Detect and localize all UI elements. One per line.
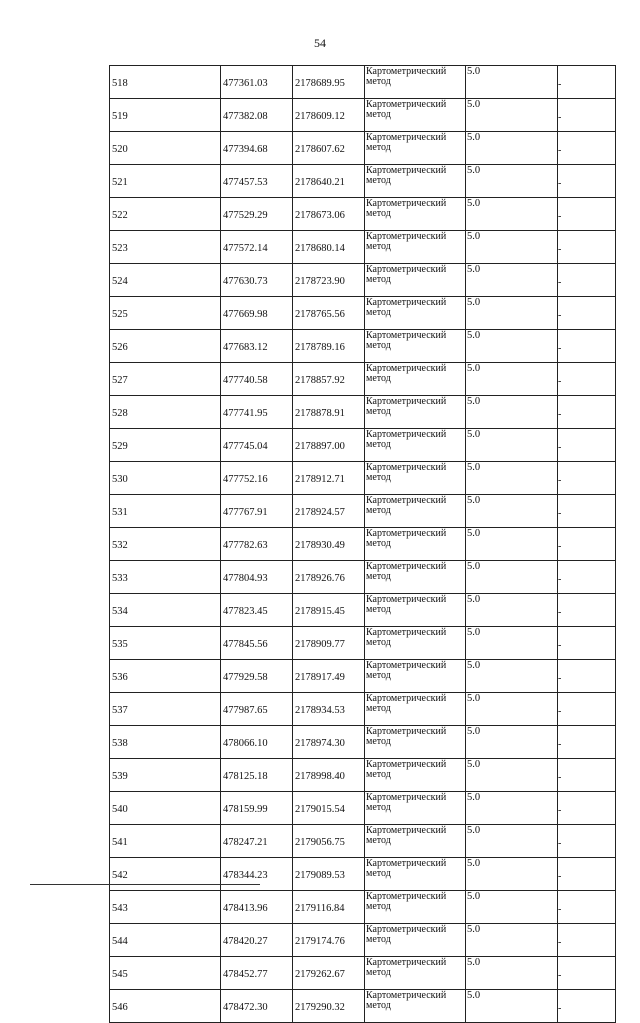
y-coordinate-cell: 2178934.53 [293,693,365,726]
method-line-1: Картометрический [366,330,447,341]
y-coordinate-cell: 2178974.30 [293,726,365,759]
method-line-1: Картометрический [366,132,447,143]
method-line-1: Картометрический [366,627,447,638]
table-row [110,66,616,99]
y-coordinate-cell: 2179116.84 [293,891,365,924]
method-cell [365,924,466,957]
y-coordinate-cell: 2178680.14 [293,231,365,264]
table-row [110,264,616,297]
y-coordinate-cell: 2178609.12 [293,99,365,132]
accuracy-cell: 5.0 [466,726,558,759]
table-row [110,99,616,132]
description-cell: - [558,66,616,99]
accuracy-cell: 5.0 [466,462,558,495]
x-coordinate-cell: 477745.04 [221,429,293,462]
y-coordinate-cell: 2178926.76 [293,561,365,594]
description-cell: - [558,660,616,693]
point-number-cell: 530 [110,462,221,495]
x-coordinate-cell: 477845.56 [221,627,293,660]
x-coordinate-cell: 478452.77 [221,957,293,990]
point-number-cell: 546 [110,990,221,1023]
x-coordinate-cell: 478066.10 [221,726,293,759]
x-coordinate-cell: 478247.21 [221,825,293,858]
accuracy-cell: 5.0 [466,528,558,561]
point-number-cell: 533 [110,561,221,594]
method-cell [365,891,466,924]
accuracy-cell: 5.0 [466,924,558,957]
method-line-1: Картометрический [366,363,447,374]
y-coordinate-cell: 2179056.75 [293,825,365,858]
table-row [110,594,616,627]
method-line-1: Картометрический [366,528,447,539]
y-coordinate-cell: 2179290.32 [293,990,365,1023]
method-cell [365,165,466,198]
accuracy-cell: 5.0 [466,198,558,231]
point-number-cell: 536 [110,660,221,693]
method-line-2: метод [366,670,391,681]
table-row [110,693,616,726]
method-line-2: метод [366,241,391,252]
x-coordinate-cell: 477669.98 [221,297,293,330]
accuracy-cell: 5.0 [466,297,558,330]
description-cell: - [558,363,616,396]
point-number-cell: 519 [110,99,221,132]
method-cell [365,990,466,1023]
point-number-cell: 542 [110,858,221,891]
y-coordinate-cell: 2178897.00 [293,429,365,462]
method-line-2: метод [366,76,391,87]
point-number-cell: 520 [110,132,221,165]
description-cell: - [558,858,616,891]
description-cell: - [558,528,616,561]
description-cell: - [558,297,616,330]
accuracy-cell: 5.0 [466,132,558,165]
method-line-2: метод [366,406,391,417]
table-row [110,924,616,957]
description-cell: - [558,429,616,462]
point-number-cell: 523 [110,231,221,264]
method-cell [365,627,466,660]
x-coordinate-cell: 477394.68 [221,132,293,165]
accuracy-cell: 5.0 [466,264,558,297]
table-row [110,429,616,462]
method-line-1: Картометрический [366,693,447,704]
method-line-1: Картометрический [366,891,447,902]
table-row [110,759,616,792]
description-cell: - [558,99,616,132]
coordinates-table-body [110,66,616,1023]
accuracy-cell: 5.0 [466,495,558,528]
method-line-1: Картометрический [366,297,447,308]
method-line-1: Картометрический [366,495,447,506]
accuracy-cell: 5.0 [466,825,558,858]
point-number-cell: 529 [110,429,221,462]
method-cell [365,198,466,231]
accuracy-cell: 5.0 [466,561,558,594]
method-cell [365,99,466,132]
description-cell: - [558,693,616,726]
accuracy-cell: 5.0 [466,99,558,132]
description-cell: - [558,495,616,528]
method-line-1: Картометрический [366,165,447,176]
point-number-cell: 535 [110,627,221,660]
x-coordinate-cell: 477782.63 [221,528,293,561]
table-row [110,363,616,396]
method-line-1: Картометрический [366,429,447,440]
method-line-1: Картометрический [366,660,447,671]
description-cell: - [558,165,616,198]
method-line-1: Картометрический [366,99,447,110]
table-row [110,660,616,693]
point-number-cell: 524 [110,264,221,297]
method-line-1: Картометрический [366,198,447,209]
accuracy-cell: 5.0 [466,66,558,99]
y-coordinate-cell: 2178909.77 [293,627,365,660]
method-line-1: Картометрический [366,924,447,935]
description-cell: - [558,759,616,792]
method-line-2: метод [366,505,391,516]
method-line-1: Картометрический [366,957,447,968]
method-line-1: Картометрический [366,726,447,737]
x-coordinate-cell: 477572.14 [221,231,293,264]
accuracy-cell: 5.0 [466,792,558,825]
x-coordinate-cell: 477823.45 [221,594,293,627]
x-coordinate-cell: 477929.58 [221,660,293,693]
y-coordinate-cell: 2178789.16 [293,330,365,363]
method-cell [365,429,466,462]
x-coordinate-cell: 478413.96 [221,891,293,924]
accuracy-cell: 5.0 [466,594,558,627]
table-row [110,165,616,198]
method-cell [365,792,466,825]
method-cell [365,132,466,165]
table-row [110,825,616,858]
table-row [110,957,616,990]
point-number-cell: 532 [110,528,221,561]
description-cell: - [558,891,616,924]
x-coordinate-cell: 477361.03 [221,66,293,99]
x-coordinate-cell: 477767.91 [221,495,293,528]
method-cell [365,66,466,99]
description-cell: - [558,594,616,627]
table-row [110,726,616,759]
method-line-2: метод [366,703,391,714]
y-coordinate-cell: 2178917.49 [293,660,365,693]
method-line-1: Картометрический [366,462,447,473]
point-number-cell: 526 [110,330,221,363]
method-cell [365,495,466,528]
point-number-cell: 544 [110,924,221,957]
method-line-2: метод [366,439,391,450]
footer-rule [30,884,260,885]
accuracy-cell: 5.0 [466,363,558,396]
method-cell [365,594,466,627]
method-line-2: метод [366,934,391,945]
y-coordinate-cell: 2178765.56 [293,297,365,330]
page-number: 54 [314,36,326,50]
method-line-2: метод [366,604,391,615]
x-coordinate-cell: 477457.53 [221,165,293,198]
accuracy-cell: 5.0 [466,693,558,726]
accuracy-cell: 5.0 [466,330,558,363]
accuracy-cell: 5.0 [466,858,558,891]
table-row [110,297,616,330]
method-cell [365,363,466,396]
point-number-cell: 545 [110,957,221,990]
y-coordinate-cell: 2178878.91 [293,396,365,429]
y-coordinate-cell: 2178673.06 [293,198,365,231]
table-row [110,198,616,231]
x-coordinate-cell: 477741.95 [221,396,293,429]
table-row [110,132,616,165]
method-line-2: метод [366,109,391,120]
x-coordinate-cell: 477740.58 [221,363,293,396]
method-line-2: метод [366,868,391,879]
method-line-2: метод [366,472,391,483]
accuracy-cell: 5.0 [466,891,558,924]
table-row [110,792,616,825]
y-coordinate-cell: 2178912.71 [293,462,365,495]
point-number-cell: 518 [110,66,221,99]
method-line-2: метод [366,967,391,978]
table-row [110,990,616,1023]
description-cell: - [558,726,616,759]
accuracy-cell: 5.0 [466,990,558,1023]
method-line-1: Картометрический [366,990,447,1001]
method-line-1: Картометрический [366,396,447,407]
y-coordinate-cell: 2178924.57 [293,495,365,528]
method-cell [365,858,466,891]
method-line-2: метод [366,274,391,285]
y-coordinate-cell: 2178915.45 [293,594,365,627]
method-line-1: Картометрический [366,594,447,605]
y-coordinate-cell: 2178689.95 [293,66,365,99]
method-line-1: Картометрический [366,66,447,77]
y-coordinate-cell: 2178998.40 [293,759,365,792]
description-cell: - [558,627,616,660]
point-number-cell: 538 [110,726,221,759]
method-line-2: метод [366,802,391,813]
method-cell [365,330,466,363]
method-cell [365,462,466,495]
method-cell [365,297,466,330]
description-cell: - [558,561,616,594]
description-cell: - [558,825,616,858]
x-coordinate-cell: 477529.29 [221,198,293,231]
method-line-1: Картометрический [366,792,447,803]
x-coordinate-cell: 477382.08 [221,99,293,132]
accuracy-cell: 5.0 [466,396,558,429]
table-row [110,528,616,561]
method-line-2: метод [366,637,391,648]
method-cell [365,825,466,858]
coordinates-table [109,65,616,1023]
accuracy-cell: 5.0 [466,165,558,198]
method-line-2: метод [366,373,391,384]
method-line-2: метод [366,835,391,846]
x-coordinate-cell: 478472.30 [221,990,293,1023]
point-number-cell: 540 [110,792,221,825]
table-row [110,858,616,891]
y-coordinate-cell: 2179262.67 [293,957,365,990]
y-coordinate-cell: 2179015.54 [293,792,365,825]
method-cell [365,231,466,264]
description-cell: - [558,198,616,231]
x-coordinate-cell: 477683.12 [221,330,293,363]
table-row [110,396,616,429]
y-coordinate-cell: 2179089.53 [293,858,365,891]
method-line-2: метод [366,538,391,549]
description-cell: - [558,990,616,1023]
description-cell: - [558,924,616,957]
method-line-2: метод [366,1000,391,1011]
method-cell [365,726,466,759]
accuracy-cell: 5.0 [466,627,558,660]
table-row [110,561,616,594]
accuracy-cell: 5.0 [466,759,558,792]
method-line-1: Картометрический [366,264,447,275]
method-cell [365,528,466,561]
point-number-cell: 522 [110,198,221,231]
method-line-2: метод [366,175,391,186]
description-cell: - [558,396,616,429]
method-line-1: Картометрический [366,561,447,572]
method-line-1: Картометрический [366,231,447,242]
method-line-2: метод [366,142,391,153]
point-number-cell: 537 [110,693,221,726]
table-row [110,627,616,660]
method-line-2: метод [366,901,391,912]
description-cell: - [558,462,616,495]
table-row [110,462,616,495]
x-coordinate-cell: 478125.18 [221,759,293,792]
method-line-1: Картометрический [366,858,447,869]
point-number-cell: 521 [110,165,221,198]
method-cell [365,264,466,297]
accuracy-cell: 5.0 [466,231,558,264]
point-number-cell: 539 [110,759,221,792]
x-coordinate-cell: 477987.65 [221,693,293,726]
x-coordinate-cell: 478344.23 [221,858,293,891]
y-coordinate-cell: 2178607.62 [293,132,365,165]
method-cell [365,561,466,594]
point-number-cell: 525 [110,297,221,330]
method-line-2: метод [366,208,391,219]
y-coordinate-cell: 2178930.49 [293,528,365,561]
point-number-cell: 531 [110,495,221,528]
description-cell: - [558,957,616,990]
y-coordinate-cell: 2178723.90 [293,264,365,297]
point-number-cell: 527 [110,363,221,396]
point-number-cell: 528 [110,396,221,429]
table-row [110,891,616,924]
description-cell: - [558,132,616,165]
point-number-cell: 543 [110,891,221,924]
description-cell: - [558,330,616,363]
accuracy-cell: 5.0 [466,429,558,462]
method-line-2: метод [366,571,391,582]
method-cell [365,957,466,990]
x-coordinate-cell: 477752.16 [221,462,293,495]
table-row [110,495,616,528]
method-line-1: Картометрический [366,759,447,770]
method-line-2: метод [366,340,391,351]
x-coordinate-cell: 477630.73 [221,264,293,297]
method-line-1: Картометрический [366,825,447,836]
table-row [110,330,616,363]
method-cell [365,396,466,429]
y-coordinate-cell: 2179174.76 [293,924,365,957]
method-cell [365,660,466,693]
method-line-2: метод [366,736,391,747]
method-cell [365,759,466,792]
table-row [110,231,616,264]
description-cell: - [558,264,616,297]
y-coordinate-cell: 2178640.21 [293,165,365,198]
x-coordinate-cell: 478159.99 [221,792,293,825]
point-number-cell: 541 [110,825,221,858]
description-cell: - [558,231,616,264]
accuracy-cell: 5.0 [466,957,558,990]
method-cell [365,693,466,726]
accuracy-cell: 5.0 [466,660,558,693]
point-number-cell: 534 [110,594,221,627]
method-line-2: метод [366,307,391,318]
y-coordinate-cell: 2178857.92 [293,363,365,396]
description-cell: - [558,792,616,825]
method-line-2: метод [366,769,391,780]
x-coordinate-cell: 477804.93 [221,561,293,594]
x-coordinate-cell: 478420.27 [221,924,293,957]
